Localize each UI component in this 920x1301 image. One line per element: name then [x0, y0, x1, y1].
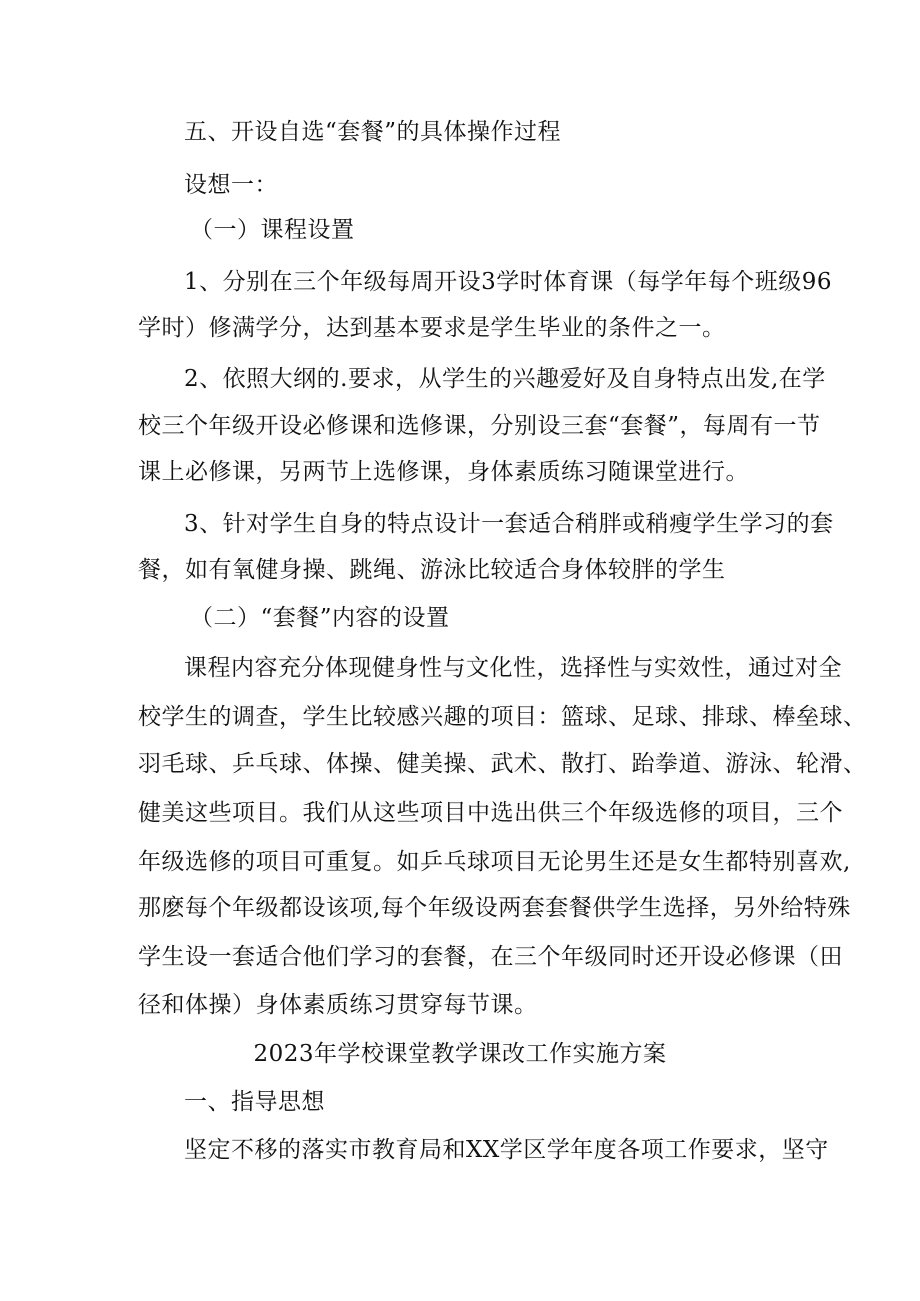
paragraph-line: 学时）修满学分，达到基本要求是学生毕业的条件之一。 — [138, 315, 726, 341]
paragraph-line: 1、分别在三个年级每周开设3学时体育课（每学年每个班级96 — [184, 269, 833, 295]
paragraph-line: 坚定不移的落实市教育局和XX学区学年度各项工作要求，坚守 — [184, 1137, 829, 1163]
paragraph-line: 2、依照大纲的.要求，从学生的兴趣爱好及自身特点出发,在学 — [184, 366, 826, 392]
paragraph-line: 健美这些项目。我们从这些项目中选出供三个年级选修的项目，三个 — [138, 800, 843, 826]
paragraph-line: 学生设一套适合他们学习的套餐，在三个年级同时还开设必修课（田 — [138, 944, 843, 970]
plan-title: 2023年学校课堂教学课改工作实施方案 — [253, 1041, 667, 1067]
paragraph-line: 径和体操）身体素质练习贯穿每节课。 — [138, 992, 538, 1018]
paragraph-line: 餐，如有氧健身操、跳绳、游泳比较适合身体较胖的学生 — [138, 557, 726, 583]
plan-heading-guiding: 一、指导思想 — [184, 1089, 325, 1115]
idea-label: 设想一： — [184, 172, 278, 198]
paragraph-line: 校三个年级开设必修课和选修课，分别设三套“套餐”，每周有一节 — [138, 413, 821, 439]
paragraph-line: 课程内容充分体现健身性与文化性，选择性与实效性，通过对全 — [184, 655, 842, 681]
section-heading: 五、开设自选“套餐”的具体操作过程 — [184, 119, 562, 145]
paragraph-line: 课上必修课，另两节上选修课，身体素质练习随课堂进行。 — [138, 459, 749, 485]
paragraph-line: 年级选修的项目可重复。如乒乓球项目无论男生还是女生都特别喜欢, — [138, 849, 851, 875]
subsection-heading-package: （二）“套餐”内容的设置 — [190, 605, 450, 631]
paragraph-line: 校学生的调查，学生比较感兴趣的项目：篮球、足球、排球、棒垒球、 — [138, 704, 867, 730]
subsection-heading-course: （一）课程设置 — [190, 217, 355, 243]
paragraph-line: 那麽每个年级都设该项,每个年级设两套套餐供学生选择，另外给特殊 — [138, 895, 851, 921]
paragraph-line: 羽毛球、乒乓球、体操、健美操、武术、散打、跆拳道、游泳、轮滑、 — [138, 751, 867, 777]
paragraph-line: 3、针对学生自身的特点设计一套适合稍胖或稍瘦学生学习的套 — [184, 511, 834, 537]
